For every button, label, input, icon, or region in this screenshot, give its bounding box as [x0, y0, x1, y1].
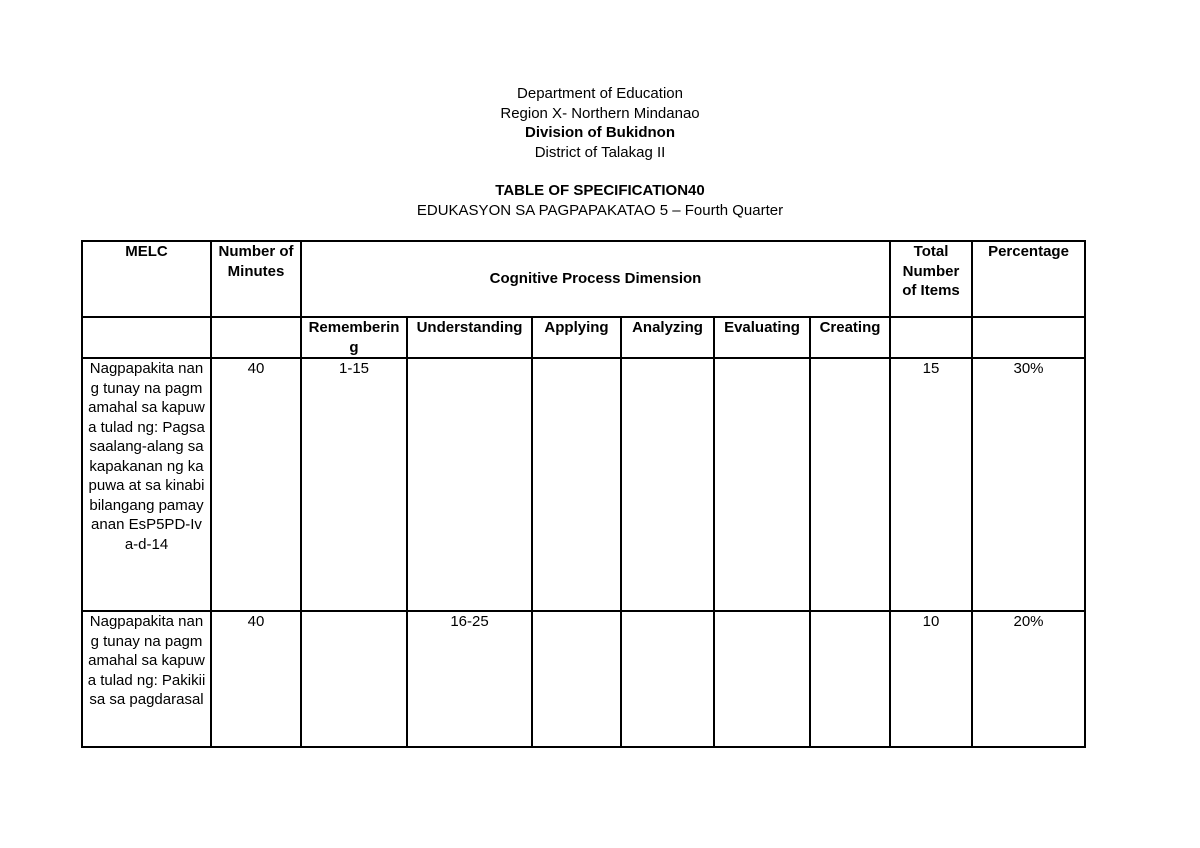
table-row — [82, 358, 1085, 611]
empty-cell — [890, 317, 972, 358]
analyzing-cell — [621, 611, 714, 747]
level-creating: Creating — [810, 317, 890, 358]
percentage-cell: 30% — [972, 358, 1085, 611]
analyzing-cell — [621, 358, 714, 611]
empty-cell — [82, 317, 211, 358]
division-name: Division of Bukidnon — [525, 124, 675, 141]
level-understanding: Understanding — [407, 317, 532, 358]
understanding-cell — [407, 358, 532, 611]
minutes-cell: 40 — [211, 358, 301, 611]
applying-cell — [532, 611, 621, 747]
table-row — [82, 611, 1085, 747]
level-evaluating: Evaluating — [714, 317, 810, 358]
level-header-row — [82, 317, 1085, 358]
creating-cell — [810, 358, 890, 611]
total-items-cell: 10 — [890, 611, 972, 747]
specification-table — [81, 240, 1086, 748]
total-items-cell: 15 — [890, 358, 972, 611]
evaluating-cell — [714, 611, 810, 747]
understanding-cell: 16-25 — [407, 611, 532, 747]
level-analyzing: Analyzing — [621, 317, 714, 358]
department-name: Department of Education — [517, 85, 683, 102]
applying-cell — [532, 358, 621, 611]
level-remembering: Remembering — [301, 317, 407, 358]
remembering-cell: 1-15 — [301, 358, 407, 611]
melc-header: MELC — [82, 241, 211, 317]
percentage-cell: 20% — [972, 611, 1085, 747]
evaluating-cell — [714, 358, 810, 611]
header-row — [82, 241, 1085, 317]
melc-cell: Nagpapakita nang tunay na pagmamahal sa kapuwa tulad ng: Pagsasaalang-alang sa kapakanan ng kapuwa at sa kinabibilangang pamayanan EsP5PD-Iva-d-14 — [82, 358, 211, 611]
region-name: Region X- Northern Mindanao — [500, 104, 700, 122]
percentage-header: Percentage — [972, 241, 1085, 317]
total-items-header: Total Number of Items — [890, 241, 972, 317]
empty-cell — [211, 317, 301, 358]
minutes-cell: 40 — [211, 611, 301, 747]
document-title: TABLE OF SPECIFICATION40 — [495, 182, 705, 199]
header-spacer — [0, 162, 1200, 181]
empty-cell — [972, 317, 1085, 358]
document-subtitle: EDUKASYON SA PAGPAPAKATAO 5 – Fourth Quarter — [416, 201, 784, 219]
creating-cell — [810, 611, 890, 747]
remembering-cell — [301, 611, 407, 747]
district-name: District of Talakag II — [534, 143, 666, 161]
document-header — [0, 84, 1200, 220]
level-applying: Applying — [532, 317, 621, 358]
cognitive-dimension-header: Cognitive Process Dimension — [301, 241, 890, 317]
melc-cell: Nagpapakita nang tunay na pagmamahal sa kapuwa tulad ng: Pakikiisa sa pagdarasal — [82, 611, 211, 747]
minutes-header: Number of Minutes — [211, 241, 301, 317]
